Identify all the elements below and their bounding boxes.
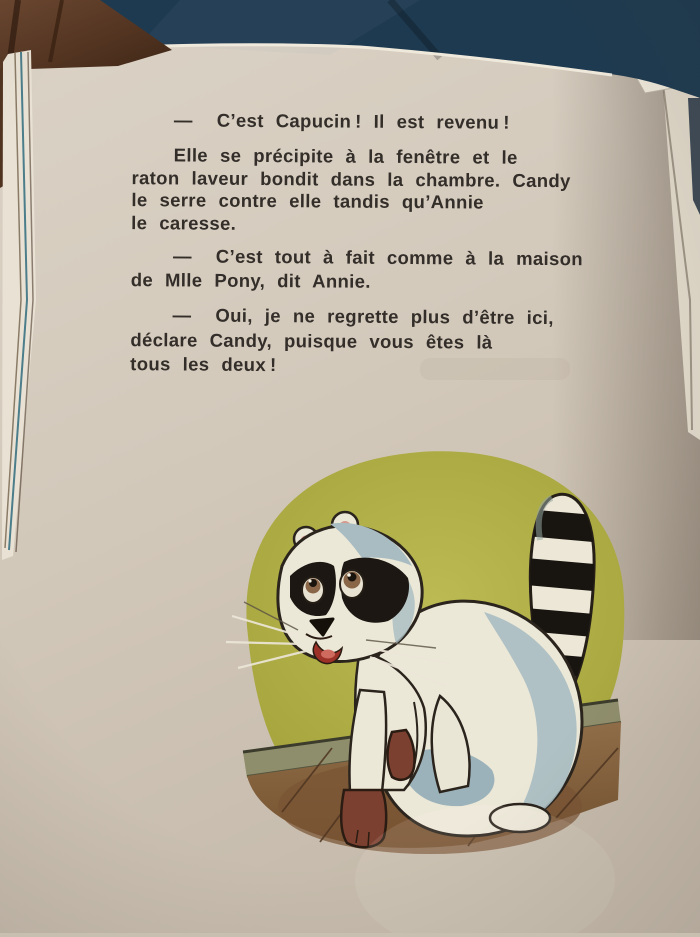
text-line: le caresse. [131,211,237,234]
text-line: raton laveur bondit dans la chambre. Candy [131,166,571,191]
paragraph-2 [131,144,571,237]
paragraph-1 [132,109,510,134]
text-line: — C’est Capucin ! Il est revenu ! [173,109,510,133]
paragraph-3 [131,244,583,295]
text-line: déclare Candy, puisque vous êtes là [130,328,493,353]
text-line: tous les deux ! [130,353,277,376]
text-line: — C’est tout à fait comme à la maison [172,245,584,270]
text-line: de Mlle Pony, dit Annie. [130,269,371,292]
paragraph-4 [130,303,554,379]
text-line: le serre contre elle tandis qu’Annie [131,189,484,213]
text-line: — Oui, je ne regrette plus d’être ici, [172,304,554,329]
text-line: Elle se précipite à la fenêtre et le [173,144,518,168]
